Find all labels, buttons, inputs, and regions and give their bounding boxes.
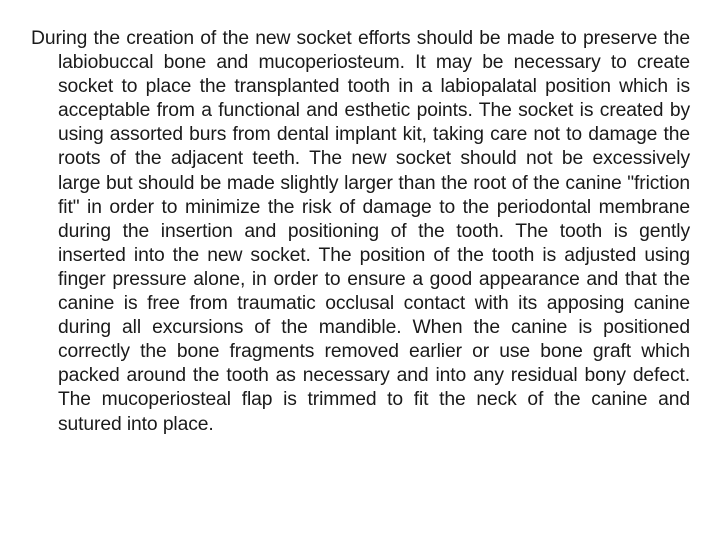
body-paragraph: During the creation of the new socket efforts should be made to preserve the labiobuccal bone and mucoperiosteum. It may be necessary to create socket to place the transplanted tooth in a labiopalatal position which is acceptable from a functional and esthetic points. The socket is created by using assorted burs from dental implant kit, taking care not to damage the roots of the adjacent teeth. The new socket should not be excessively large but should be made slightly larger than the root of the canine "friction fit" in order to minimize the risk of damage to the periodontal membrane during the insertion and positioning of the tooth. The tooth is gently inserted into the new socket. The position of the tooth is adjusted using finger pressure alone, in order to ensure a good appearance and that the canine is free from traumatic occlusal contact with its apposing canine during all excursions of the mandible. When the canine is positioned correctly the bone fragments removed earlier or use bone graft which packed around the tooth as necessary and into any residual bony defect. The mucoperiosteal flap is trimmed to fit the neck of the canine and sutured into place. (31, 28, 690, 435)
